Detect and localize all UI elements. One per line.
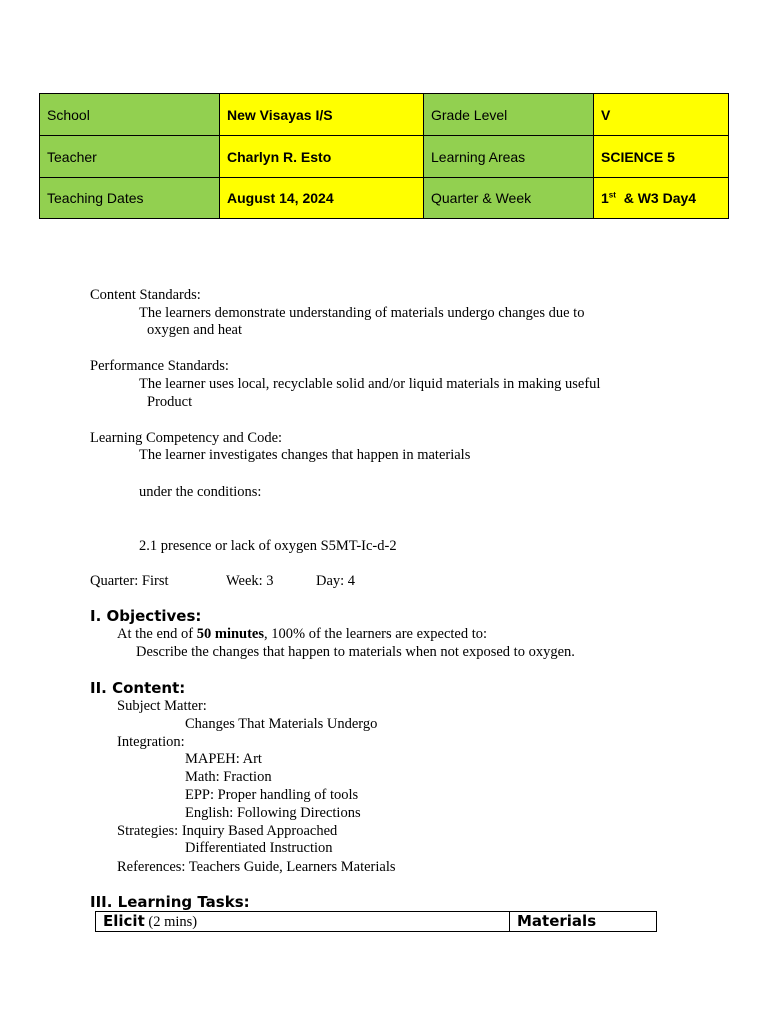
grade-level-label: Grade Level (424, 94, 594, 136)
quarter-week-label: Quarter & Week (424, 178, 594, 219)
learning-areas-label: Learning Areas (424, 136, 594, 178)
competency-code: 2.1 presence or lack of oxygen S5MT-Ic-d-2 (139, 538, 397, 554)
competency-text: The learner investigates changes that happen in materials (139, 447, 471, 463)
grade-level-value: V (594, 94, 729, 136)
objectives-intro (117, 626, 487, 643)
school-label: School (40, 94, 220, 136)
quarter-number: 1 (601, 190, 609, 206)
integration-item: English: Following Directions (185, 805, 361, 821)
materials-label: Materials (517, 912, 597, 930)
performance-standards-text: The learner uses local, recyclable solid and/or liquid materials in making useful (139, 376, 601, 392)
table-row (40, 136, 729, 178)
strategies-text-cont: Differentiated Instruction (185, 840, 333, 856)
table-row (40, 94, 729, 136)
quarter-week-value (594, 178, 729, 219)
materials-header (510, 912, 657, 932)
day-text: Day: 4 (316, 573, 356, 589)
objectives-intro-post: , 100% of the learners are expected to: (264, 626, 488, 642)
content-standards-text: The learners demonstrate understanding of materials undergo changes due to (139, 305, 585, 321)
header-info-table (39, 93, 729, 219)
performance-standards-label: Performance Standards: (90, 358, 229, 374)
content-standards-text-cont: oxygen and heat (147, 322, 243, 338)
objective-item: Describe the changes that happen to materials when not exposed to oxygen. (136, 644, 575, 660)
objectives-intro-pre: At the end of (117, 626, 197, 642)
teacher-label: Teacher (40, 136, 220, 178)
learning-areas-value: SCIENCE 5 (594, 136, 729, 178)
content-standards-label: Content Standards: (90, 287, 201, 303)
week-text: Week: 3 (226, 573, 274, 589)
integration-item: Math: Fraction (185, 769, 272, 785)
integration-label: Integration: (117, 734, 185, 750)
teaching-dates-value: August 14, 2024 (220, 178, 424, 219)
teacher-value: Charlyn R. Esto (220, 136, 424, 178)
integration-item: MAPEH: Art (185, 751, 262, 767)
performance-standards-text-cont: Product (147, 394, 193, 410)
elicit-cell (96, 912, 510, 932)
elicit-duration: (2 mins) (144, 914, 198, 930)
subject-matter-text: Changes That Materials Undergo (185, 716, 378, 732)
objectives-duration: 50 minutes (196, 626, 265, 642)
strategies-text: Strategies: Inquiry Based Approached (117, 823, 338, 839)
quarter-text: Quarter: First (90, 573, 169, 589)
objectives-heading: I. Objectives: (90, 607, 202, 625)
subject-matter-label: Subject Matter: (117, 698, 207, 714)
integration-item: EPP: Proper handling of tools (185, 787, 359, 803)
teaching-dates-label: Teaching Dates (40, 178, 220, 219)
learning-tasks-table (95, 911, 657, 932)
competency-label: Learning Competency and Code: (90, 430, 283, 446)
table-row (96, 912, 657, 932)
content-heading: II. Content: (90, 679, 186, 697)
week-day: & W3 Day4 (615, 190, 697, 206)
quarter-suffix: st (608, 190, 616, 200)
school-value: New Visayas I/S (220, 94, 424, 136)
elicit-label: Elicit (103, 912, 145, 930)
learning-tasks-heading: III. Learning Tasks: (90, 893, 250, 911)
table-row (40, 178, 729, 219)
references-text: References: Teachers Guide, Learners Materials (117, 859, 396, 875)
competency-conditions: under the conditions: (139, 484, 262, 500)
